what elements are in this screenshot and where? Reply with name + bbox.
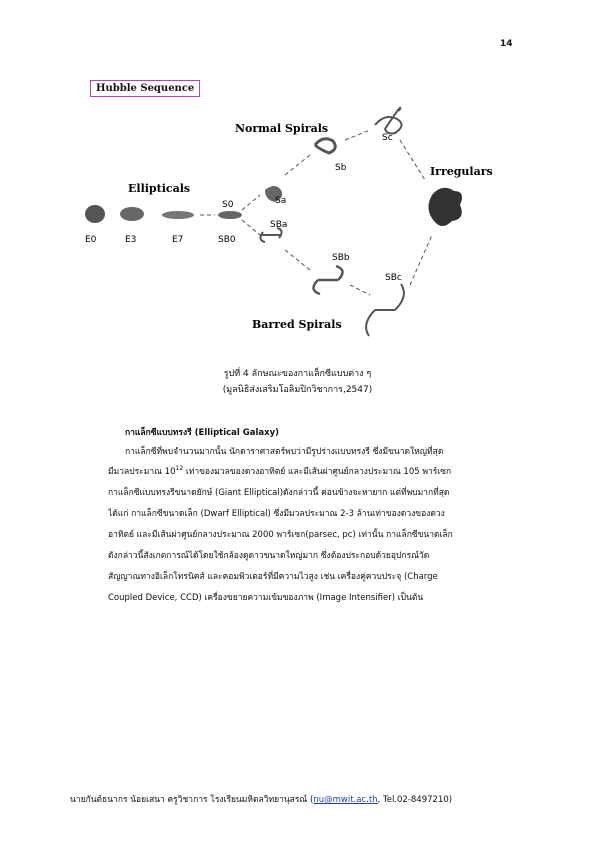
label-e7: E7	[172, 235, 184, 245]
footer-phone: , Tel.02-8497210)	[377, 795, 453, 805]
footer	[70, 792, 452, 806]
galaxy-e0	[85, 205, 105, 223]
figure-caption: รูปที่ 4 ลักษณะของกาแล็กซีแบบต่าง ๆ	[223, 369, 372, 379]
label-irregulars: Irregulars	[430, 165, 493, 178]
galaxy-sbb	[313, 266, 342, 294]
label-sbc: SBc	[385, 273, 402, 283]
galaxy-sb	[315, 139, 335, 153]
galaxy-sbc	[366, 284, 404, 336]
body-line: Coupled Device, CCD) เครื่องขยายความเข้มของภาพ (Image Intensifier) เป็นต้น	[108, 593, 424, 603]
label-sa: Sa	[275, 196, 287, 206]
page-number: 14	[500, 39, 513, 49]
galaxy-sba	[260, 228, 282, 242]
mass-exponent: 12	[175, 465, 184, 473]
footer-text: นายกันต์ธนากร น้อยเสนา ครูวิชาการ โรงเรียนมหิดลวิทยานุสรณ์ (	[70, 795, 314, 805]
label-e3: E3	[125, 235, 137, 245]
body-line: มีมวลประมาณ $10^{12}$ เท่าของมวลของดวงอาทิตย์ และมีเส้นผ่าศูนย์กลางประมาณ 105 พาร์เซก	[108, 465, 452, 477]
galaxy-e7	[162, 211, 194, 219]
label-sb0: SB0	[218, 235, 236, 245]
label-e0: E0	[85, 235, 97, 245]
label-sba: SBa	[270, 220, 288, 230]
section-heading: กาแล็กซีแบบทรงรี (Elliptical Galaxy)	[125, 428, 280, 438]
body-line: กาแล็กซีที่พบจำนวนมากนั้น นักดาราศาสตร์พบว่ามีรูปร่างแบบทรงรี ซึ่งมีขนาดใหญ่ที่สุด	[125, 447, 444, 457]
hubble-sequence-figure	[70, 70, 550, 355]
galaxy-s0	[218, 211, 242, 219]
label-sc: Sc	[382, 133, 393, 143]
figure-title: Hubble Sequence	[90, 80, 200, 97]
email-link[interactable]: nu@mwit.ac.th	[313, 795, 378, 805]
label-sb: Sb	[335, 163, 347, 173]
figure-source: (มูลนิธิส่งเสริมโอลิมปิกวิชาการ,2547)	[222, 385, 373, 395]
label-normal-spirals: Normal Spirals	[235, 122, 329, 135]
galaxy-e3	[120, 207, 144, 221]
body-line: กาแล็กซีแบบทรงรีขนาดยักษ์ (Giant Elliptical)ดังกล่าวนี้ ค่อนข้างจะหายาก แต่ที่พบมากที่สุด	[108, 488, 450, 498]
galaxy-sc	[375, 108, 402, 134]
body-line: อาทิตย์ และมีเส้นผ่าศูนย์กลางประมาณ 2000 พาร์เซก(parsec, pc) เท่านั้น กาแล็กซีขนาดเล็ก	[108, 530, 453, 540]
body-line: ได้แก่ กาแล็กซีขนาดเล็ก (Dwarf Elliptical) ซึ่งมีมวลประมาณ 2-3 ล้านเท่าของดวงของดวง	[108, 509, 445, 519]
body-line: สัญญาณทางอิเล็กโทรนิคส์ และคอมพิวเตอร์ที่มีความไวสูง เช่น เครื่องคู่ควบประจุ (Charge	[108, 572, 438, 582]
galaxy-irregular	[428, 188, 462, 226]
body-line: ดังกล่าวนี้สังเกตการณ์ได้โดยใช้กล้องดูดาวขนาดใหญ่มาก ซึ่งต้องประกอบด้วยอุปกรณ์วัด	[108, 551, 430, 561]
label-barred-spirals: Barred Spirals	[252, 318, 342, 331]
label-sbb: SBb	[332, 253, 350, 263]
label-ellipticals: Ellipticals	[128, 182, 191, 195]
label-s0: S0	[222, 200, 234, 210]
